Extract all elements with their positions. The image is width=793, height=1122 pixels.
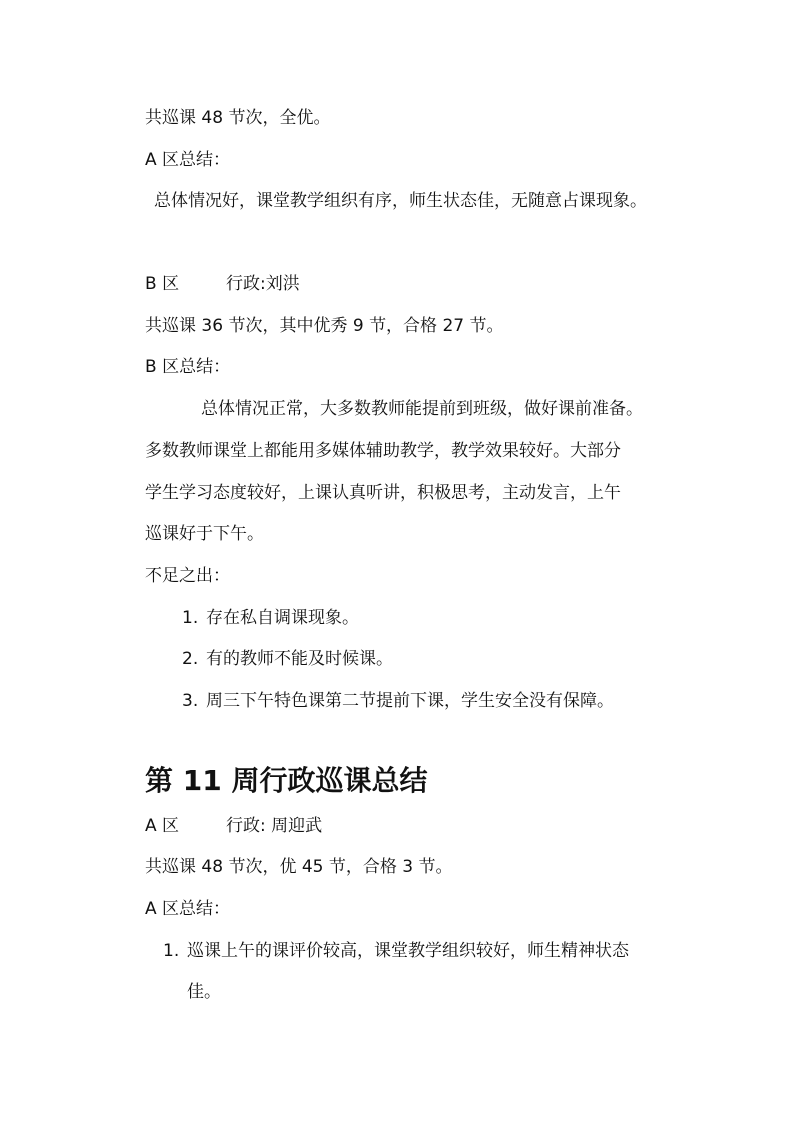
week11-admin: 行政: 周迎武 xyxy=(226,816,323,836)
week11-heading: 第 11 周行政巡课总结 xyxy=(145,764,428,797)
list-item xyxy=(182,608,359,628)
week11-summary-label: A 区总结： xyxy=(145,899,231,919)
prev-b-summary-label: B 区总结： xyxy=(145,357,231,377)
week11-count-line: 共巡课 48 节次，优 45 节，合格 3 节。 xyxy=(145,857,453,877)
prev-a-count-line: 共巡课 48 节次，全优。 xyxy=(145,108,331,128)
list-item-text: 存在私自调课现象。 xyxy=(206,608,359,628)
list-item-number: 1. xyxy=(182,608,199,628)
list-item-text: 巡课上午的课评价较高，课堂教学组织较好，师生精神状态 xyxy=(187,941,629,961)
prev-a-summary-label: A 区总结： xyxy=(145,150,231,170)
prev-b-para-line: 学生学习态度较好，上课认真听讲，积极思考，主动发言，上午 xyxy=(145,483,621,503)
list-item-number: 2. xyxy=(182,649,199,669)
prev-b-area: B 区 xyxy=(145,274,180,294)
prev-b-shortcoming-label: 不足之出： xyxy=(145,566,230,586)
list-item xyxy=(182,649,393,669)
prev-b-para-line: 总体情况正常，大多数教师能提前到班级，做好课前准备。 xyxy=(201,399,643,419)
list-item xyxy=(182,691,614,711)
prev-b-para-line: 多数教师课堂上都能用多媒体辅助教学，教学效果较好。大部分 xyxy=(145,441,621,461)
list-item-number: 3. xyxy=(182,691,199,711)
list-item-continuation: 佳。 xyxy=(187,982,221,1002)
prev-b-count-line: 共巡课 36 节次，其中优秀 9 节，合格 27 节。 xyxy=(145,316,504,336)
list-item xyxy=(163,941,629,961)
prev-b-para-line: 巡课好于下午。 xyxy=(145,524,264,544)
week11-area: A 区 xyxy=(145,816,180,836)
list-item-text: 有的教师不能及时候课。 xyxy=(206,649,393,669)
list-item-text: 周三下午特色课第二节提前下课，学生安全没有保障。 xyxy=(206,691,614,711)
list-item-number: 1. xyxy=(163,941,180,961)
prev-a-summary-text: 总体情况好，课堂教学组织有序，师生状态佳，无随意占课现象。 xyxy=(154,191,647,211)
prev-b-admin: 行政:刘洪 xyxy=(226,274,300,294)
